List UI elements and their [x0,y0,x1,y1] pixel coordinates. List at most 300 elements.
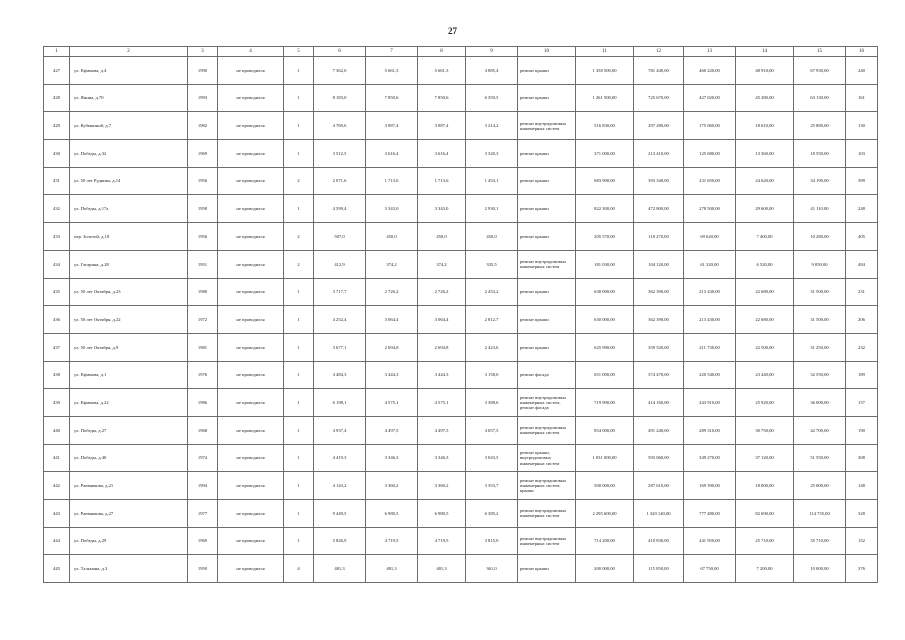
residential-area-cell: 450,0 [418,223,466,251]
total-area-cell: 4 599,4 [314,195,366,223]
residential-area-cell: 3 360,2 [418,472,466,500]
year-built-cell: 1994 [188,472,218,500]
column-number: 16 [846,47,878,57]
total-area-cell: 7 362,0 [314,57,366,85]
address-cell: ул. Ефимова, д.4 [70,57,188,85]
total-area-cell: 481,3 [314,555,366,583]
column-number: 14 [736,47,794,57]
budget-cost-cell: 213 430,00 [684,306,736,334]
municipal-cost-cell: 29 600,00 [736,195,794,223]
private-area-cell: 1 453,1 [466,167,518,195]
budget-cost-cell: 427 020,00 [684,84,736,112]
total-area-cell: 4 937,4 [314,416,366,444]
work-type-cell: ремонт внутридомовых инженерных систем, крыши [518,472,576,500]
row-number-cell: 443 [44,500,70,528]
floors-cell: 1 [284,195,314,223]
table-row [44,361,878,389]
column-number: 15 [794,47,846,57]
year-built-cell: 1956 [188,167,218,195]
floors-cell: 1 [284,278,314,306]
fund-cost-cell: 725 670,00 [634,84,684,112]
residents-count-cell: 399 [846,167,878,195]
fund-cost-cell: 374 470,00 [634,361,684,389]
total-cost-cell: 200 000,00 [576,555,634,583]
residents-count-cell: 157 [846,389,878,417]
owners-cost-cell: 10 280,00 [794,223,846,251]
residents-count-cell: 405 [846,223,878,251]
year-built-cell: 1969 [188,140,218,168]
municipal-cost-cell: 18 000,00 [736,472,794,500]
table-row [44,500,878,528]
total-area-cell: 3 512,5 [314,140,366,168]
address-cell: ул. Ефимова, д.1 [70,361,188,389]
area-cell: 6 980,5 [366,500,418,528]
total-cost-cell: 1 031 000,00 [576,444,634,472]
address-cell: ул. Янина, д.70 [70,84,188,112]
budget-cost-cell: 777 480,00 [684,500,736,528]
work-type-cell: ремонт крыши [518,84,576,112]
table-row [44,278,878,306]
fund-cost-cell: 491 240,00 [634,416,684,444]
residents-count-cell: 161 [846,84,878,112]
table-row [44,527,878,555]
work-type-cell: ремонт крыши [518,195,576,223]
municipal-cost-cell: 22 680,00 [736,306,794,334]
year-built-cell: 1972 [188,306,218,334]
column-number: 1 [44,47,70,57]
column-number: 6 [314,47,366,57]
total-area-cell: 4 419,3 [314,444,366,472]
work-type-cell: ремонт крыши [518,333,576,361]
fund-cost-cell: 104 120,00 [634,250,684,278]
area-cell: 4 497,5 [366,416,418,444]
work-type-cell: ремонт внутридомовых инженерных систем, ремонт фасада [518,389,576,417]
owners-cost-cell: 25 000,00 [794,472,846,500]
address-cell: ул. 50 лет Октября, д.9 [70,333,188,361]
budget-cost-cell: 289 310,00 [684,416,736,444]
residents-count-cell: 484 [846,250,878,278]
residential-area-cell: 7 850,6 [418,84,466,112]
column-number: 11 [576,47,634,57]
row-number-cell: 428 [44,84,70,112]
total-cost-cell: 683 900,00 [576,167,634,195]
residential-area-cell: 3 987,4 [418,112,466,140]
fund-cost-cell: 593 060,00 [634,444,684,472]
private-area-cell: 3 815,0 [466,527,518,555]
residential-area-cell: 4 719,5 [418,527,466,555]
year-built-cell: 1956 [188,223,218,251]
floors-cell: 1 [284,140,314,168]
area-cell: 3 987,4 [366,112,418,140]
total-area-cell: 3 717,7 [314,278,366,306]
owners-cost-cell: 25 880,00 [794,112,846,140]
address-cell: ул. Победы, д.40 [70,444,188,472]
total-cost-cell: 822 300,00 [576,195,634,223]
table-row [44,444,878,472]
year-built-cell: 1990 [188,57,218,85]
row-number-cell: 432 [44,195,70,223]
area-cell: 3 064,4 [366,306,418,334]
budget-cost-cell: 243 910,00 [684,389,736,417]
last-repair-cell: не проводился [218,112,284,140]
work-type-cell: ремонт крыши [518,306,576,334]
fund-cost-cell: 410 830,00 [634,527,684,555]
work-type-cell: ремонт фасада [518,361,576,389]
municipal-cost-cell: 25 920,00 [736,389,794,417]
last-repair-cell: не проводился [218,250,284,278]
private-area-cell: 450,0 [466,223,518,251]
year-built-cell: 1969 [188,527,218,555]
owners-cost-cell: 9 050,00 [794,250,846,278]
residents-count-cell: 206 [846,306,878,334]
last-repair-cell: не проводился [218,167,284,195]
municipal-cost-cell: 25 710,00 [736,527,794,555]
residents-count-cell: 240 [846,57,878,85]
work-type-cell: ремонт внутридомовых инженерных систем [518,500,576,528]
last-repair-cell: не проводился [218,195,284,223]
municipal-cost-cell: 48 910,00 [736,57,794,85]
total-cost-cell: 205 570,00 [576,223,634,251]
year-built-cell: 1977 [188,500,218,528]
table-row [44,223,878,251]
column-number: 9 [466,47,518,57]
residential-area-cell: 3 616,4 [418,140,466,168]
address-cell: ул. Победы, д.17а [70,195,188,223]
column-number: 3 [188,47,218,57]
year-built-cell: 1980 [188,278,218,306]
housing-repair-table [43,46,878,583]
last-repair-cell: не проводился [218,278,284,306]
area-cell: 3 360,2 [366,472,418,500]
private-area-cell: 3 158,0 [466,361,518,389]
floors-cell: 2 [284,167,314,195]
total-cost-cell: 651 000,00 [576,361,634,389]
work-type-cell: ремонт крыши, внутридомовых инженерных систем [518,444,576,472]
last-repair-cell: не проводился [218,416,284,444]
year-built-cell: 1982 [188,112,218,140]
owners-cost-cell: 35 710,00 [794,527,846,555]
column-number: 4 [218,47,284,57]
floors-cell: 1 [284,472,314,500]
private-area-cell: 2 930,1 [466,195,518,223]
address-cell: ул. Раевникова, д.27 [70,500,188,528]
last-repair-cell: не проводился [218,140,284,168]
row-number-cell: 439 [44,389,70,417]
table-row [44,472,878,500]
fund-cost-cell: 115 050,00 [634,555,684,583]
work-type-cell: ремонт внутридомовых инженерных систем [518,112,576,140]
owners-cost-cell: 63 130,00 [794,84,846,112]
work-type-cell: ремонт крыши [518,167,576,195]
floors-cell: 1 [284,361,314,389]
residential-area-cell: 5 661,3 [418,57,466,85]
year-built-cell: 1976 [188,361,218,389]
table-row [44,389,878,417]
owners-cost-cell: 31 500,00 [794,306,846,334]
year-built-cell: 1950 [188,555,218,583]
table-row [44,555,878,583]
private-area-cell: 6 385,2 [466,500,518,528]
column-number-row [44,47,878,57]
budget-cost-cell: 220 540,00 [684,361,736,389]
residential-area-cell: 1 713,6 [418,167,466,195]
total-area-cell: 507,0 [314,223,366,251]
owners-cost-cell: 31 250,00 [794,333,846,361]
municipal-cost-cell: 6 520,00 [736,250,794,278]
residential-area-cell: 2 726,2 [418,278,466,306]
floors-cell: 2 [284,223,314,251]
total-cost-cell: 625 990,00 [576,333,634,361]
municipal-cost-cell: 18 610,00 [736,112,794,140]
owners-cost-cell: 31 500,00 [794,278,846,306]
row-number-cell: 436 [44,306,70,334]
total-cost-cell: 630 000,00 [576,278,634,306]
private-area-cell: 3 214,2 [466,112,518,140]
column-number: 5 [284,47,314,57]
floors-cell: 1 [284,444,314,472]
fund-cost-cell: 393 340,00 [634,167,684,195]
address-cell: ул. Победы, д.27 [70,416,188,444]
last-repair-cell: не проводился [218,555,284,583]
area-cell: 3 444,3 [366,361,418,389]
last-repair-cell: не проводился [218,472,284,500]
residents-count-cell: 130 [846,112,878,140]
row-number-cell: 427 [44,57,70,85]
last-repair-cell: не проводился [218,84,284,112]
total-cost-cell: 2 295 600,00 [576,500,634,528]
year-built-cell: 1968 [188,416,218,444]
row-number-cell: 440 [44,416,70,444]
row-number-cell: 430 [44,140,70,168]
owners-cost-cell: 34 190,00 [794,167,846,195]
fund-cost-cell: 359 520,00 [634,333,684,361]
private-area-cell: 2 423,6 [466,333,518,361]
residents-count-cell: 232 [846,333,878,361]
residential-area-cell: 4 575,1 [418,389,466,417]
residential-area-cell: 481,3 [418,555,466,583]
area-cell: 7 850,6 [366,84,418,112]
work-type-cell: ремонт крыши [518,57,576,85]
total-area-cell: 4 143,2 [314,472,366,500]
budget-cost-cell: 125 680,00 [684,140,736,168]
residents-count-cell: 152 [846,527,878,555]
total-area-cell: 9 449,5 [314,500,366,528]
owners-cost-cell: 67 930,00 [794,57,846,85]
address-cell: ул. Тальмана, д.3 [70,555,188,583]
fund-cost-cell: 1 320 140,00 [634,500,684,528]
total-cost-cell: 714 200,00 [576,527,634,555]
residential-area-cell: 3 346,3 [418,444,466,472]
address-cell: ул. 50 лет Октября, д.22 [70,306,188,334]
private-area-cell: 3 320,3 [466,140,518,168]
residents-count-cell: 248 [846,195,878,223]
last-repair-cell: не проводился [218,333,284,361]
residents-count-cell: 231 [846,278,878,306]
row-number-cell: 441 [44,444,70,472]
budget-cost-cell: 211 730,00 [684,333,736,361]
address-cell: пер. Золотой, д.18 [70,223,188,251]
column-number: 7 [366,47,418,57]
table-row [44,167,878,195]
fund-cost-cell: 118 270,00 [634,223,684,251]
area-cell: 5 661,3 [366,57,418,85]
area-cell: 374,2 [366,250,418,278]
area-cell: 3 343,0 [366,195,418,223]
total-area-cell: 3 677,1 [314,333,366,361]
last-repair-cell: не проводился [218,57,284,85]
area-cell: 2 726,2 [366,278,418,306]
year-built-cell: 1974 [188,444,218,472]
floors-cell: 4 [284,555,314,583]
year-built-cell: 1986 [188,389,218,417]
residents-count-cell: 308 [846,444,878,472]
total-cost-cell: 630 000,00 [576,306,634,334]
total-area-cell: 2 071,6 [314,167,366,195]
residential-area-cell: 374,2 [418,250,466,278]
work-type-cell: ремонт внутридомовых инженерных систем [518,250,576,278]
municipal-cost-cell: 82 690,00 [736,500,794,528]
address-cell: ул. 50 лет Октября, д.23 [70,278,188,306]
total-cost-cell: 181 030,00 [576,250,634,278]
work-type-cell: ремонт внутридомовых инженерных систем [518,416,576,444]
total-cost-cell: 719 990,00 [576,389,634,417]
private-area-cell: 4 057,5 [466,416,518,444]
floors-cell: 1 [284,389,314,417]
table-row [44,250,878,278]
row-number-cell: 442 [44,472,70,500]
year-built-cell: 1993 [188,84,218,112]
total-area-cell: 412,9 [314,250,366,278]
total-cost-cell: 516 830,00 [576,112,634,140]
owners-cost-cell: 41 110,00 [794,195,846,223]
residential-area-cell: 2 694,8 [418,333,466,361]
total-area-cell: 4 484,3 [314,361,366,389]
row-number-cell: 431 [44,167,70,195]
fund-cost-cell: 414 160,00 [634,389,684,417]
row-number-cell: 435 [44,278,70,306]
last-repair-cell: не проводился [218,444,284,472]
year-built-cell: 1981 [188,333,218,361]
fund-cost-cell: 297 280,00 [634,112,684,140]
address-cell: ул. Победы, д.29 [70,527,188,555]
municipal-cost-cell: 45 280,00 [736,84,794,112]
table-row [44,84,878,112]
fund-cost-cell: 287 610,00 [634,472,684,500]
total-cost-cell: 854 000,00 [576,416,634,444]
floors-cell: 1 [284,527,314,555]
budget-cost-cell: 175 060,00 [684,112,736,140]
address-cell: ул. Победы, д.32 [70,140,188,168]
owners-cost-cell: 42 700,00 [794,416,846,444]
residential-area-cell: 6 980,5 [418,500,466,528]
private-area-cell: 3 388,6 [466,389,518,417]
row-number-cell: 438 [44,361,70,389]
budget-cost-cell: 460 220,00 [684,57,736,85]
area-cell: 4 719,5 [366,527,418,555]
private-area-cell: 361,0 [466,555,518,583]
table-row [44,140,878,168]
budget-cost-cell: 169 390,00 [684,472,736,500]
total-cost-cell: 1 358 500,00 [576,57,634,85]
fund-cost-cell: 362 390,00 [634,306,684,334]
fund-cost-cell: 362 390,00 [634,278,684,306]
row-number-cell: 434 [44,250,70,278]
floors-cell: 1 [284,500,314,528]
municipal-cost-cell: 23 440,00 [736,361,794,389]
last-repair-cell: не проводился [218,223,284,251]
total-area-cell: 4 769,6 [314,112,366,140]
area-cell: 1 713,6 [366,167,418,195]
residential-area-cell: 3 343,0 [418,195,466,223]
last-repair-cell: не проводился [218,306,284,334]
year-built-cell: 1951 [188,250,218,278]
budget-cost-cell: 349 270,00 [684,444,736,472]
address-cell: ул. 50 лет Рудника, д.14 [70,167,188,195]
municipal-cost-cell: 24 620,00 [736,167,794,195]
work-type-cell: ремонт крыши [518,140,576,168]
year-built-cell: 1958 [188,195,218,223]
municipal-cost-cell: 22 680,00 [736,278,794,306]
residents-count-cell: 148 [846,472,878,500]
total-area-cell: 8 183,0 [314,84,366,112]
address-cell: ул. Раевникова, д.21 [70,472,188,500]
column-number: 13 [684,47,736,57]
budget-cost-cell: 69 620,00 [684,223,736,251]
work-type-cell: ремонт крыши [518,278,576,306]
address-cell: ул. Кубыкиной, д.7 [70,112,188,140]
residents-count-cell: 189 [846,361,878,389]
residents-count-cell: 328 [846,500,878,528]
total-area-cell: 5 826,9 [314,527,366,555]
budget-cost-cell: 213 430,00 [684,278,736,306]
work-type-cell: ремонт крыши [518,555,576,583]
table-row [44,195,878,223]
budget-cost-cell: 61 320,00 [684,250,736,278]
page-number: 27 [448,26,457,36]
column-number: 2 [70,47,188,57]
table-row [44,112,878,140]
column-number: 8 [418,47,466,57]
total-cost-cell: 500 000,00 [576,472,634,500]
last-repair-cell: не проводился [218,389,284,417]
row-number-cell: 437 [44,333,70,361]
last-repair-cell: не проводился [218,500,284,528]
municipal-cost-cell: 7 200,00 [736,555,794,583]
owners-cost-cell: 114 735,00 [794,500,846,528]
municipal-cost-cell: 22 500,00 [736,333,794,361]
table-row [44,333,878,361]
residential-area-cell: 3 444,3 [418,361,466,389]
area-cell: 481,3 [366,555,418,583]
floors-cell: 1 [284,57,314,85]
floors-cell: 1 [284,306,314,334]
municipal-cost-cell: 7 400,00 [736,223,794,251]
work-type-cell: ремонт крыши [518,223,576,251]
table-row [44,306,878,334]
residential-area-cell: 3 064,4 [418,306,466,334]
work-type-cell: ремонт внутридомовых инженерных систем [518,527,576,555]
owners-cost-cell: 10 000,00 [794,555,846,583]
private-area-cell: 2 812,7 [466,306,518,334]
municipal-cost-cell: 13 360,00 [736,140,794,168]
floors-cell: 1 [284,416,314,444]
area-cell: 450,0 [366,223,418,251]
private-area-cell: 2 453,2 [466,278,518,306]
floors-cell: 1 [284,112,314,140]
private-area-cell: 3 353,7 [466,472,518,500]
owners-cost-cell: 36 000,00 [794,389,846,417]
table-row [44,57,878,85]
